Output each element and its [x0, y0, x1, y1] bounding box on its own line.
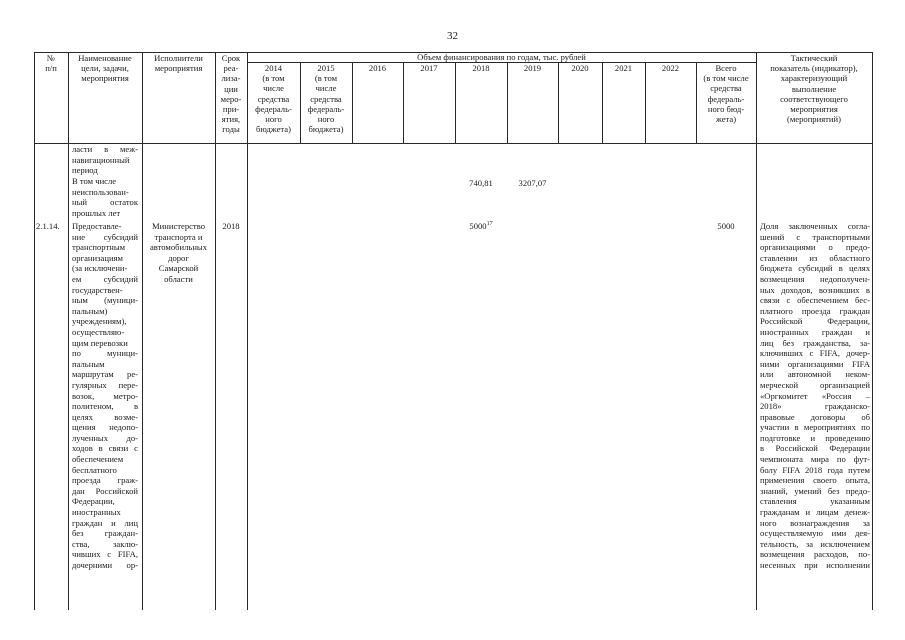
continued-value-2019: 3207,07 — [518, 178, 547, 188]
continued-value-2018: 740,81 — [469, 178, 493, 188]
header-year-2015: 2015 (в том числе средства федераль- ного бюджета) — [307, 63, 345, 135]
row-value-2018-amount: 5000 — [469, 221, 487, 231]
row-total: 5000 — [717, 221, 735, 231]
col-border — [352, 62, 353, 143]
col-border — [215, 52, 216, 610]
header-year-2018: 2018 — [472, 63, 490, 73]
header-year-2017: 2017 — [420, 63, 438, 73]
footnote-marker: 17 — [486, 221, 493, 227]
col-border — [247, 52, 248, 610]
header-year-2014: 2014 (в том числе средства федераль- ного бюджета) — [255, 63, 292, 135]
header-indicator: Тактический показатель (индикатор), характеризующий выполнение соответствующего мероприятия (мероприятий) — [770, 53, 858, 125]
header-executors: Исполнители мероприятия — [154, 53, 203, 74]
header-financing-title: Объем финансирования по годам, тыс. рублей — [417, 52, 586, 62]
continued-subrow-name: В том числе неиспользован- ный остаток прошлых лет — [72, 176, 138, 218]
row-number: 2.1.14. — [36, 221, 60, 231]
row-indicator: Доля заключенных согла- шений с транспортными организациями о предо- ставлении из областного бюджета субсидий в целях возмещения недополучен- ных доходов, возникших в связи с обеспечением бес- платного проезда граждан Российской Федерации, иностранных граждан и лиц без гражданства, за- ключивших с FIFA, дочер- ними организациями FIFA или автономной неком- мерческой организацией «Оргкомитет «Россия – 2018» гражданско- правовые договоры об участии в мероприятиях по подготовке и проведению в Российской Федерации чемпионата мира по фут- болу FIFA 2018 года путем применения своего опыта, знаний, умений без предо- ставления указанным гражданам и лицам денеж- ного вознаграждения за осуществляемую ими дея- тельность, за исключением возмещения расходов, по- несенных при исполнении — [760, 221, 870, 570]
col-border — [455, 62, 456, 143]
col-border — [142, 52, 143, 610]
header-year-2016: 2016 — [368, 63, 387, 73]
col-border — [403, 62, 404, 143]
row-executor: Министерство транспорта и автомобильных дорог Самарской области — [149, 221, 208, 284]
page-number: 32 — [447, 30, 458, 42]
header-year-2019: 2019 — [523, 63, 542, 73]
row-name: Предоставле- ние субсидий транспортным организациям (за исключени- ем субсидий государствен- ным (муници- пальным) учреждениям), осуществляю- щим перевозки по муници- пальным маршрутам ре- гулярных пере- возок, метро- политеном, в целях возме- щения недопо- лученных до- ходов в связи с обеспечением бесплатного проезда граж- дан Российской Федерации, иностранных граждан и лиц без граждан- ства, заклю- чивших с FIFA, дочерними ор- — [72, 221, 138, 570]
row-term: 2018 — [222, 221, 240, 231]
header-term: Срок реа- лиза- ции меро- при- ятия, годы — [220, 53, 242, 135]
col-border — [602, 62, 603, 143]
header-total: Всего (в том числе средства федераль- ного бюд- жета) — [703, 63, 749, 125]
col-border — [34, 52, 35, 610]
col-border — [645, 62, 646, 143]
col-border — [756, 52, 757, 610]
header-num: № п/п — [45, 53, 57, 74]
header-name: Наименование цели, задачи, мероприятия — [78, 53, 132, 84]
col-border — [68, 52, 69, 610]
row-value-2018 — [455, 221, 507, 231]
continued-row-name: ласти в меж- навигационный период — [72, 144, 138, 176]
table-header-bottom-border — [34, 143, 872, 144]
col-border — [507, 62, 508, 143]
col-border — [558, 62, 559, 143]
header-year-2020: 2020 — [571, 63, 589, 73]
header-year-2022: 2022 — [661, 63, 680, 73]
col-border — [872, 52, 873, 610]
header-year-2021: 2021 — [614, 63, 633, 73]
